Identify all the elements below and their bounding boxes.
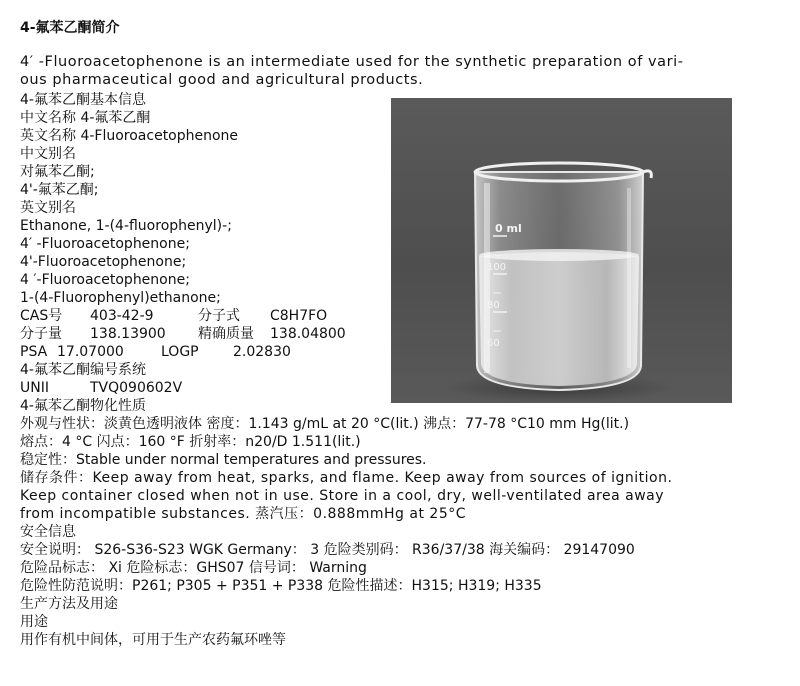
beaker-spout — [643, 171, 651, 178]
chinese-name: 中文名称 4-氟苯乙酮 — [20, 110, 151, 126]
english-name: 英文名称 4-Fluoroacetophenone — [20, 128, 239, 144]
molecular-weight-label: 分子量 — [20, 326, 62, 342]
page-title: 4-氟苯乙酮简介 — [20, 20, 120, 36]
numbering-heading: 4-氟苯乙酮编号系统 — [20, 362, 146, 378]
beaker-mark-ml: 0 ml — [495, 222, 522, 235]
psa-value: 17.07000 — [57, 344, 124, 360]
logp-value: 2.02830 — [233, 344, 291, 360]
safety-heading: 安全信息 — [20, 524, 76, 540]
chinese-alias-1: 对氟苯乙酮; — [20, 164, 95, 180]
liquid-surface — [479, 249, 639, 261]
cas-label: CAS号 — [20, 308, 63, 324]
formula-value: C8H7FO — [270, 308, 328, 324]
production-heading: 生产方法及用途 — [20, 596, 118, 612]
english-alias-heading: 英文别名 — [20, 200, 76, 216]
english-alias-3: 4'-Fluoroacetophenone; — [20, 254, 187, 270]
beaker-illustration — [391, 98, 732, 403]
unii-label: UNII — [20, 380, 49, 396]
intro-line-2: ous pharmaceutical good and agricultural products. — [20, 72, 424, 88]
intro-paragraph — [20, 53, 780, 89]
beaker-mark-80: 80 — [487, 300, 500, 311]
beaker-mark-60: 60 — [487, 338, 500, 349]
chinese-alias-heading: 中文别名 — [20, 146, 76, 162]
english-alias-4: 4 ′-Fluoroacetophenone; — [20, 272, 190, 288]
beaker-photo — [391, 98, 732, 403]
storage-line-2: Keep container closed when not in use. Store in a cool, dry, well-ventilated area away — [20, 488, 665, 504]
storage-line-1: 储存条件：Keep away from heat, sparks, and flame. Keep away from sources of ignition. — [20, 470, 673, 486]
use-heading: 用途 — [20, 614, 48, 630]
logp-label: LOGP — [161, 344, 199, 360]
beaker-mark-100: 100 — [487, 262, 507, 273]
formula-label: 分子式 — [198, 308, 240, 324]
melting-point-line: 熔点：4 °C 闪点：160 °F 折射率：n20/D 1.511(lit.) — [20, 434, 361, 450]
properties-heading: 4-氟苯乙酮物化性质 — [20, 398, 146, 414]
english-alias-5: 1-(4-Fluorophenyl)ethanone; — [20, 290, 221, 306]
appearance-line: 外观与性状：淡黄色透明液体 密度：1.143 g/mL at 20 °C(lit.) 沸点：77-78 °C10 mm Hg(lit.) — [20, 416, 630, 432]
glass-highlight-right — [627, 188, 631, 368]
storage-line-3: from incompatible substances. 蒸汽压：0.888mmHg at 25°C — [20, 506, 466, 522]
exact-mass-value: 138.04800 — [270, 326, 346, 342]
english-alias-1: Ethanone, 1-(4-fluorophenyl)-; — [20, 218, 232, 234]
precaution-line: 危险性防范说明：P261; P305 + P351 + P338 危险性描述：H315; H319; H335 — [20, 578, 542, 594]
english-alias-2: 4′ -Fluoroacetophenone; — [20, 236, 190, 252]
molecular-weight-value: 138.13900 — [90, 326, 166, 342]
psa-label: PSA — [20, 344, 48, 360]
intro-line-1: 4′ -Fluoroacetophenone is an intermediate used for the synthetic preparation of vari- — [20, 54, 684, 70]
exact-mass-label: 精确质量 — [198, 326, 254, 342]
chinese-alias-2: 4'-氟苯乙酮; — [20, 182, 99, 198]
stability-line: 稳定性：Stable under normal temperatures and pressures. — [20, 452, 427, 468]
safety-description: 安全说明： S26-S36-S23 WGK Germany： 3 危险类别码： R36/37/38 海关编码： 29147090 — [20, 542, 635, 558]
unii-value: TVQ090602V — [90, 380, 183, 396]
use-text: 用作有机中间体，可用于生产农药氟环唑等 — [20, 632, 286, 648]
hazard-symbol-line: 危险品标志： Xi 危险标志：GHS07 信号词： Warning — [20, 560, 367, 576]
cas-value: 403-42-9 — [90, 308, 154, 324]
basic-info-heading: 4-氟苯乙酮基本信息 — [20, 92, 146, 108]
